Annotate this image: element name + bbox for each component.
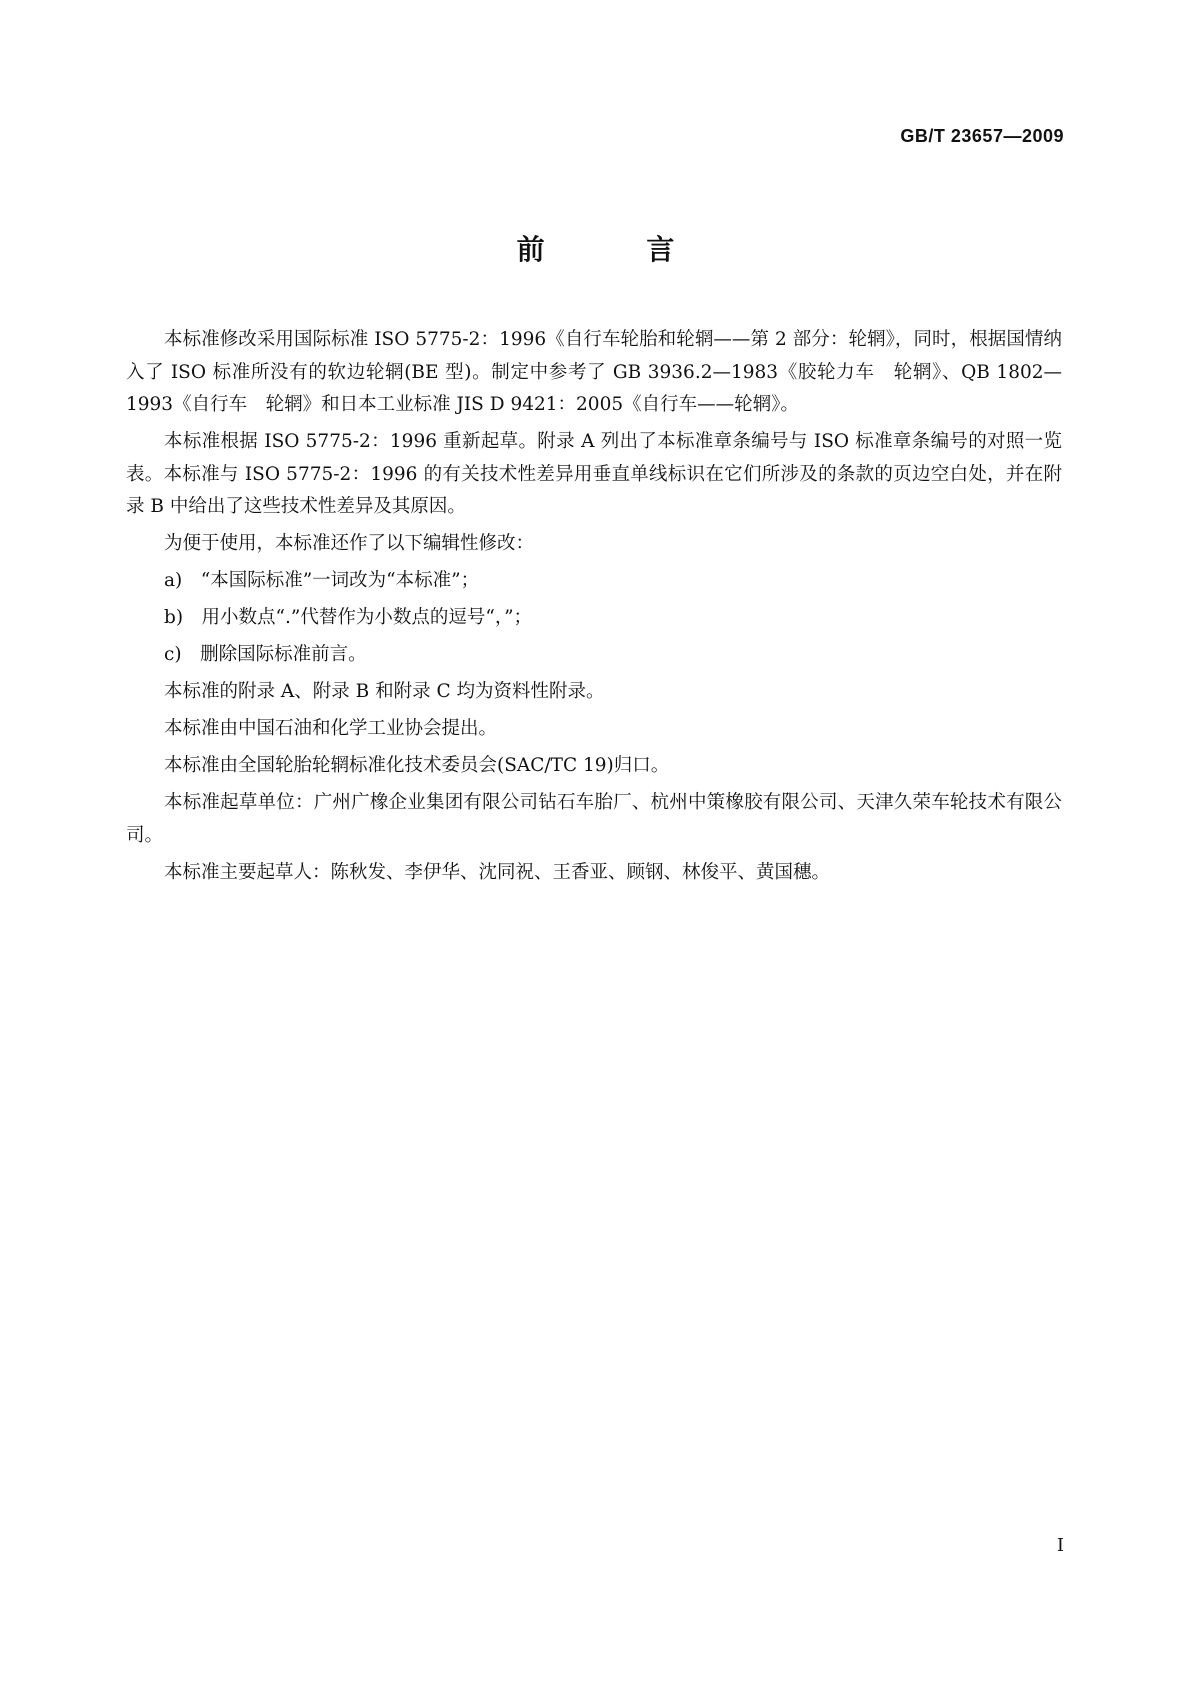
- standard-code: GB/T 23657—2009: [900, 126, 1064, 146]
- paragraph-drafting-units: 本标准起草单位：广州广橡企业集团有限公司钻石车胎厂、杭州中策橡胶有限公司、天津久荣车轮技术有限公司。: [126, 792, 1062, 846]
- list-item-b: b) 用小数点“.”代替作为小数点的逗号“，”；: [164, 607, 533, 628]
- paragraph-adoption: 本标准修改采用国际标准 ISO 5775-2：1996《自行车轮胎和轮辋——第 2 部分：轮辋》，同时，根据国情纳入了 ISO 标准所没有的软边轮辋(BE 型)。制定中参考了 GB 3936.2—1983《胶轮力车 轮辋》、QB 1802—1993《自行车 轮辋》和日本工业标准 JIS D 9421：2005《自行车——轮辋》。: [126, 329, 1062, 415]
- list-item-c: c) 删除国际标准前言。: [164, 644, 367, 665]
- paragraph-editorial-intro: 为便于使用，本标准还作了以下编辑性修改：: [164, 533, 535, 554]
- page-title: 前 言: [516, 233, 721, 266]
- paragraph-redrafting: 本标准根据 ISO 5775-2：1996 重新起草。附录 A 列出了本标准章条编号与 ISO 标准章条编号的对照一览表。本标准与 ISO 5775-2：1996 的有关技术性差异用垂直单线标识在它们所涉及的条款的页边空白处，并在附录 B 中给出了这些技术性差异及其原因。: [126, 431, 1062, 517]
- list-item-a: a) “本国际标准”一词改为“本标准”；: [164, 570, 480, 591]
- paragraph-proposed-by: 本标准由中国石油和化学工业协会提出。: [164, 718, 498, 739]
- page-number: I: [1056, 1535, 1064, 1556]
- paragraph-technical-committee: 本标准由全国轮胎轮辋标准化技术委员会(SAC/TC 19)归口。: [164, 755, 670, 776]
- paragraph-drafters: 本标准主要起草人：陈秋发、李伊华、沈同祝、王香亚、顾钢、林俊平、黄国穗。: [164, 861, 831, 883]
- foreword-body: [126, 324, 1062, 894]
- paragraph-annexes: 本标准的附录 A、附录 B 和附录 C 均为资料性附录。: [164, 681, 605, 702]
